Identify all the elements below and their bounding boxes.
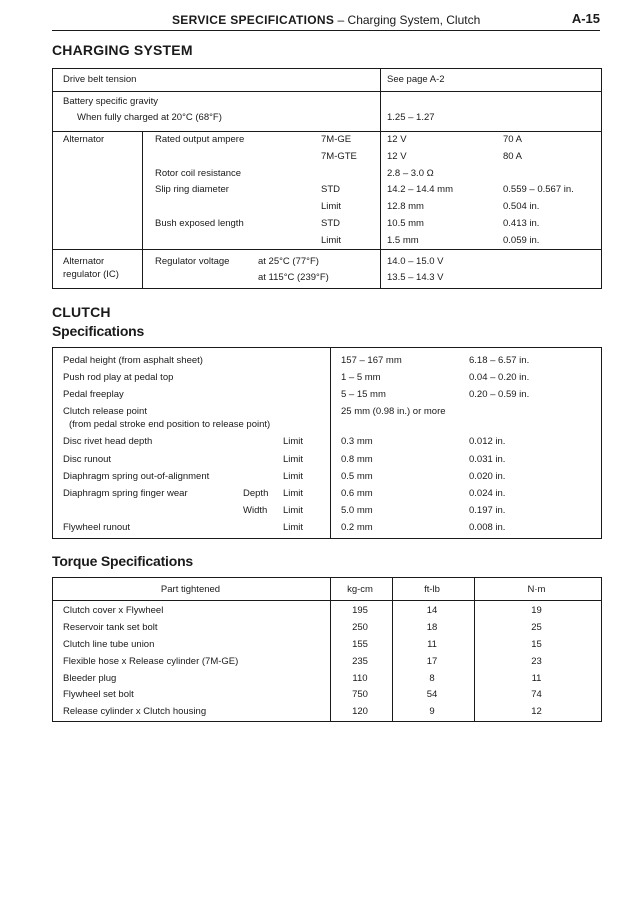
alt-imperial: 0.413 in. [503, 218, 540, 229]
torque-ftlb: 54 [426, 689, 438, 700]
clutch-imperial: 0.031 in. [469, 454, 506, 465]
torque-nm: 25 [531, 622, 542, 633]
alt-metric: 12 V [387, 134, 407, 145]
clutch-metric: 0.5 mm [341, 471, 373, 482]
clutch-item: Clutch release point [63, 406, 147, 417]
torque-kgcm: 195 [352, 605, 368, 616]
torque-kgcm: 750 [352, 689, 368, 700]
clutch-item: Disc rivet head depth [63, 436, 153, 447]
alt-metric: 12.8 mm [387, 201, 424, 212]
clutch-metric: 5.0 mm [341, 505, 373, 516]
torque-kgcm: 250 [352, 622, 368, 633]
page-number: A-15 [571, 11, 600, 26]
row-divider [53, 91, 601, 92]
drive-belt-label: Drive belt tension [63, 74, 137, 85]
alt-imperial: 0.059 in. [503, 235, 540, 246]
alt-metric: 1.5 mm [387, 235, 419, 246]
header-rule [52, 30, 600, 31]
regulator-label-2: regulator (IC) [63, 269, 119, 280]
charging-label-divider [142, 132, 143, 288]
torque-part: Release cylinder x Clutch housing [63, 706, 207, 717]
torque-nm: 74 [531, 689, 542, 700]
clutch-col-divider [330, 348, 331, 538]
alt-imperial: 80 A [503, 151, 523, 162]
torque-nm: 15 [531, 639, 542, 650]
torque-kgcm: 155 [352, 639, 368, 650]
clutch-limit: Limit [283, 505, 304, 516]
clutch-limit: Limit [283, 522, 304, 533]
running-title-rest: – Charging System, Clutch [334, 13, 481, 27]
clutch-spec-heading: Specifications [52, 323, 145, 339]
torque-col-header: Part tightened [160, 584, 221, 595]
clutch-imperial: 0.008 in. [469, 522, 506, 533]
torque-nm: 23 [531, 656, 542, 667]
row-divider [53, 249, 601, 250]
clutch-heading: CLUTCH [52, 304, 111, 320]
alternator-label: Alternator [63, 134, 105, 145]
clutch-item: Flywheel runout [63, 522, 131, 533]
clutch-item-note: (from pedal stroke end position to release point) [69, 419, 271, 430]
alt-metric: 2.8 – 3.0 Ω [387, 168, 434, 179]
torque-part: Clutch line tube union [63, 639, 155, 650]
clutch-imperial: 0.20 – 0.59 in. [469, 389, 530, 400]
running-title [172, 13, 480, 27]
drive-belt-value: See page A-2 [387, 74, 445, 85]
alt-cond: Limit [321, 201, 342, 212]
alt-cond: 7M-GTE [321, 151, 357, 162]
torque-col-header: ft-lb [424, 584, 440, 595]
alt-metric: 12 V [387, 151, 407, 162]
torque-part: Flywheel set bolt [63, 689, 134, 700]
clutch-imperial: 0.197 in. [469, 505, 506, 516]
regulator-value: 14.0 – 15.0 V [387, 256, 444, 267]
regulator-value: 13.5 – 14.3 V [387, 272, 444, 283]
alt-metric: 14.2 – 14.4 mm [387, 184, 454, 195]
clutch-limit: Limit [283, 454, 304, 465]
clutch-imperial: 0.04 – 0.20 in. [469, 372, 530, 383]
battery-sublabel: When fully charged at 20°C (68°F) [77, 112, 222, 123]
alt-item: Rotor coil resistance [155, 168, 242, 179]
clutch-sub: Width [243, 505, 268, 516]
alt-imperial: 0.504 in. [503, 201, 540, 212]
torque-nm: 12 [531, 706, 542, 717]
torque-part: Reservoir tank set bolt [63, 622, 158, 633]
torque-nm: 19 [531, 605, 542, 616]
clutch-limit: Limit [283, 471, 304, 482]
torque-header-rule [53, 600, 601, 601]
clutch-limit: Limit [283, 488, 304, 499]
clutch-item: Diaphragm spring out-of-alignment [63, 471, 210, 482]
alt-imperial: 70 A [503, 134, 523, 145]
clutch-metric: 157 – 167 mm [341, 355, 402, 366]
alt-item: Bush exposed length [155, 218, 244, 229]
regulator-cond: at 25°C (77°F) [258, 256, 319, 267]
torque-kgcm: 120 [352, 706, 368, 717]
torque-kgcm: 235 [352, 656, 368, 667]
running-title-bold: SERVICE SPECIFICATIONS [172, 13, 335, 27]
torque-ftlb: 18 [426, 622, 438, 633]
torque-kgcm: 110 [352, 673, 368, 684]
clutch-imperial: 6.18 – 6.57 in. [469, 355, 530, 366]
clutch-sub: Depth [243, 488, 269, 499]
clutch-item: Disc runout [63, 454, 112, 465]
torque-part: Bleeder plug [63, 673, 117, 684]
alt-imperial: 0.559 – 0.567 in. [503, 184, 574, 195]
regulator-item: Regulator voltage [155, 256, 230, 267]
clutch-limit: Limit [283, 436, 304, 447]
alt-cond: STD [321, 184, 340, 195]
torque-part: Clutch cover x Flywheel [63, 605, 164, 616]
clutch-metric: 25 mm (0.98 in.) or more [341, 406, 446, 417]
alt-cond: 7M-GE [321, 134, 352, 145]
alt-cond: STD [321, 218, 340, 229]
clutch-metric: 0.8 mm [341, 454, 373, 465]
torque-nm: 11 [531, 673, 542, 684]
running-header [52, 8, 600, 30]
torque-col-header: kg-cm [347, 584, 373, 595]
clutch-imperial: 0.020 in. [469, 471, 506, 482]
clutch-metric: 0.2 mm [341, 522, 373, 533]
torque-ftlb: 9 [429, 706, 435, 717]
torque-ftlb: 11 [427, 639, 437, 650]
row-divider [53, 131, 601, 132]
alt-item: Rated output ampere [155, 134, 245, 145]
charging-heading: CHARGING SYSTEM [52, 42, 193, 58]
torque-heading: Torque Specifications [52, 553, 194, 569]
battery-value: 1.25 – 1.27 [387, 112, 435, 123]
clutch-imperial: 0.012 in. [469, 436, 506, 447]
clutch-imperial: 0.024 in. [469, 488, 506, 499]
clutch-item: Pedal freeplay [63, 389, 124, 400]
clutch-metric: 0.6 mm [341, 488, 373, 499]
clutch-metric: 5 – 15 mm [341, 389, 386, 400]
clutch-metric: 1 – 5 mm [341, 372, 381, 383]
alt-item: Slip ring diameter [155, 184, 229, 195]
torque-ftlb: 14 [426, 605, 438, 616]
clutch-item: Pedal height (from asphalt sheet) [63, 355, 203, 366]
clutch-item: Diaphragm spring finger wear [63, 488, 188, 499]
torque-ftlb: 8 [429, 673, 435, 684]
alt-metric: 10.5 mm [387, 218, 424, 229]
torque-col-header: N·m [527, 584, 546, 595]
torque-ftlb: 17 [426, 656, 438, 667]
regulator-label-1: Alternator [63, 256, 105, 267]
torque-part: Flexible hose x Release cylinder (7M-GE) [63, 656, 239, 667]
clutch-item: Push rod play at pedal top [63, 372, 174, 383]
clutch-metric: 0.3 mm [341, 436, 373, 447]
charging-col-divider [380, 69, 381, 288]
regulator-cond: at 115°C (239°F) [258, 272, 329, 283]
battery-label: Battery specific gravity [63, 96, 159, 107]
alt-cond: Limit [321, 235, 342, 246]
